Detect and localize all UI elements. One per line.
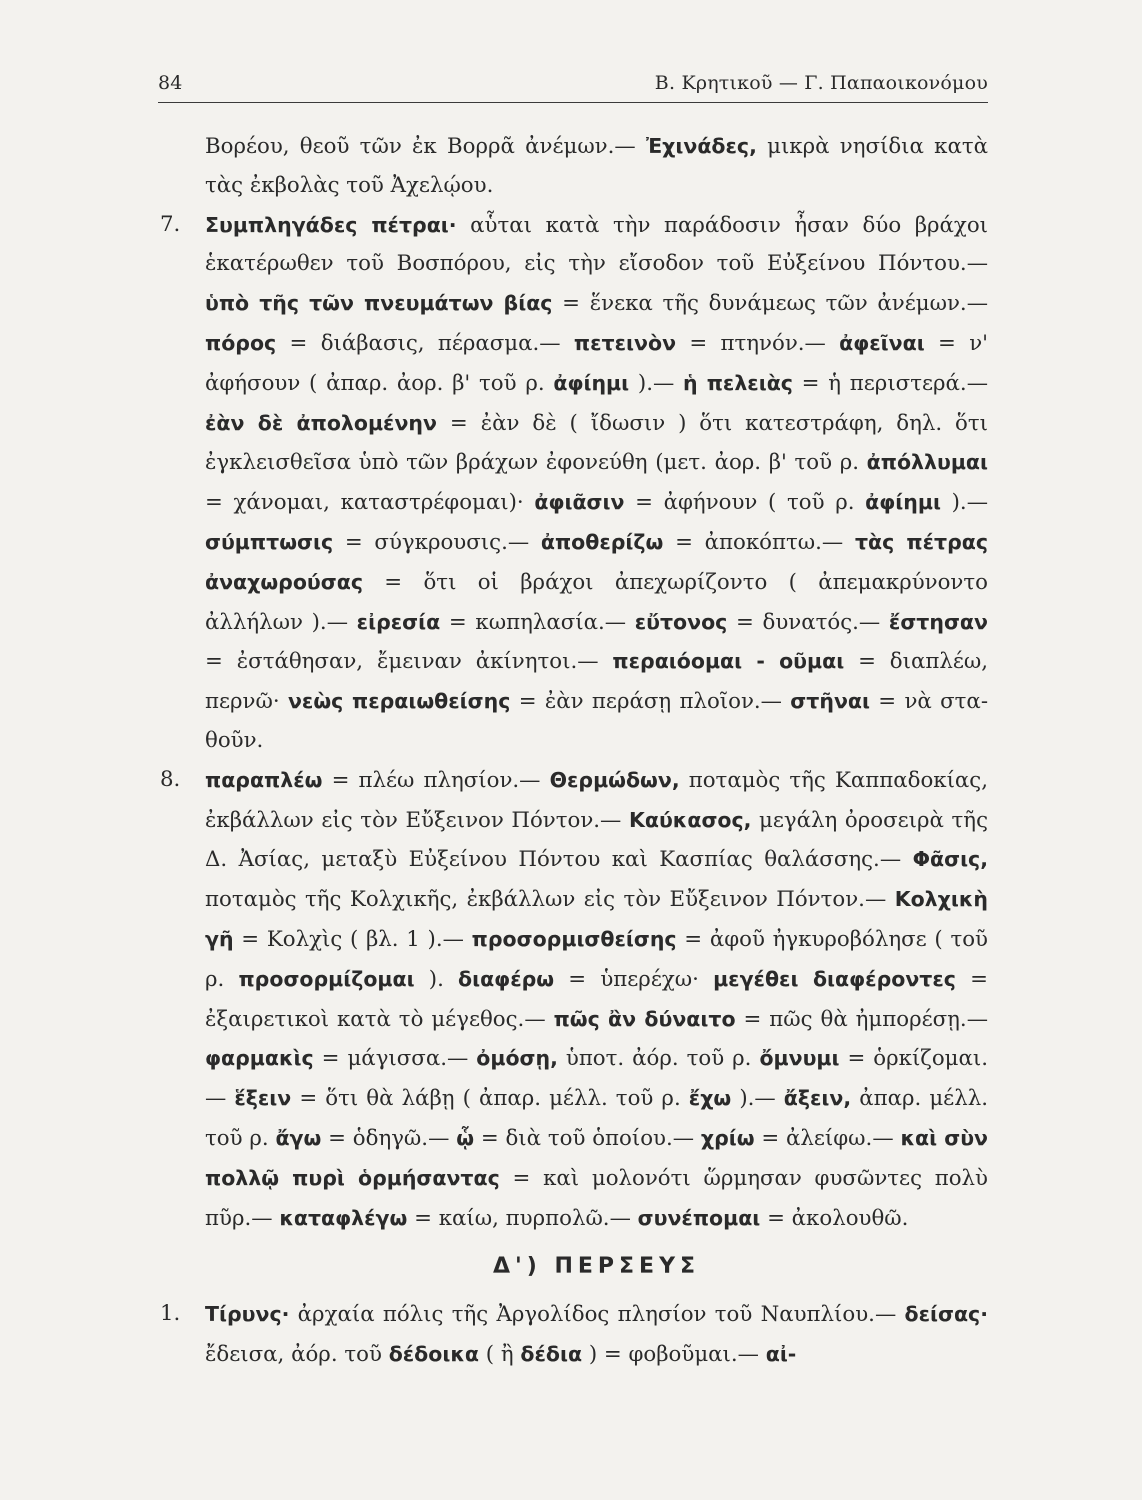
- gloss-text: = νὰ σταθοῦν.: [205, 689, 989, 753]
- lemma-term: Φᾶσις,: [912, 847, 988, 872]
- lemma-term: ἄξειν,: [783, 1086, 852, 1111]
- gloss-text: = διάβασις, πέρασμα.—: [276, 330, 574, 356]
- paragraph-text: [205, 213, 988, 753]
- gloss-text: ).—: [940, 490, 988, 516]
- gloss-text: = καίω, πυρπολῶ.—: [407, 1205, 638, 1231]
- lemma-term: ἡ πελειὰς: [683, 370, 793, 395]
- lemma-term: ἕξειν: [234, 1086, 292, 1111]
- paragraph-text: [205, 1302, 988, 1367]
- lemma-term: τὰς πέτρας ἀναχωρούσας: [205, 529, 988, 594]
- lemma-term: διαφέρω: [458, 966, 555, 991]
- gloss-text: = μάγισσα.—: [313, 1046, 477, 1072]
- lemma-term: ἀφίημι: [865, 490, 941, 515]
- lemma-term: ἄγω: [275, 1125, 322, 1150]
- gloss-text: = ἐστάθησαν, ἔμειναν ἀκίνητοι.—: [205, 649, 613, 675]
- lemma-term: καταφλέγω: [279, 1205, 408, 1230]
- gloss-text: = ἐὰν δὲ ( ἴδωσιν ) ὅτι κατεστράφη, δηλ. ὅτι ἐγκλεισθεῖσα ὑπὸ τῶν βράχων ἐφονεύθη (μετ. ἀορ. β' τοῦ ρ.: [205, 410, 989, 476]
- lemma-term: παραπλέω: [205, 767, 323, 792]
- lemma-term: αἰ-: [765, 1341, 797, 1366]
- gloss-text: = χάνομαι, καταστρέφομαι)·: [205, 490, 535, 516]
- lemma-term: Τίρυνς·: [205, 1302, 290, 1327]
- gloss-text: = ἀκολουθῶ.: [760, 1205, 909, 1231]
- gloss-text: = διαπλέω, περνῶ·: [205, 649, 989, 715]
- gloss-text: = δυνατός.—: [727, 609, 889, 635]
- lemma-term: ὄμνυμι: [759, 1046, 840, 1071]
- entry-number: 8.: [160, 766, 181, 792]
- lemma-term: δείσας·: [904, 1302, 988, 1327]
- gloss-text: = πλέω πλησίον.—: [322, 767, 550, 793]
- gloss-text: Βορέου, θεοῦ τῶν ἐκ Βορρᾶ ἀνέμων.—: [205, 134, 646, 159]
- lemma-term: ὀμόσῃ,: [476, 1046, 558, 1071]
- section-title: Δ') ΠΕΡΣΕΥΣ: [492, 1254, 701, 1280]
- lemma-term: καὶ σὺν πολλῷ πυρὶ ὁρμήσαντας: [205, 1125, 989, 1190]
- gloss-text: = ἐὰν περάσῃ πλοῖον.—: [510, 689, 791, 715]
- gloss-text: = καὶ μολονότι ὥρμησαν φυσῶντες πολὺ πῦρ.—: [205, 1165, 988, 1231]
- gloss-text: = ἀλείφω.—: [754, 1125, 901, 1151]
- gloss-text: = ἡ περιστερά.—: [792, 370, 988, 396]
- lemma-term: εὔτονος: [634, 609, 728, 634]
- lemma-term: ᾧ: [456, 1125, 475, 1150]
- gloss-text: = πτηνόν.—: [676, 330, 840, 356]
- lemma-term: ὑπὸ τῆς τῶν πνευμάτων βίας: [205, 291, 553, 316]
- lemma-term: δέδοικα: [388, 1341, 479, 1366]
- lemma-term: Συμπληγάδες πέτραι·: [205, 212, 457, 237]
- gloss-text: = ἀφήνουν ( τοῦ ρ.: [624, 490, 866, 516]
- paragraph-text: [205, 768, 988, 1231]
- gloss-text: = κωπηλασία.—: [440, 609, 635, 635]
- lemma-term: ἀφεῖναι: [839, 330, 925, 355]
- lemma-term: προσορμίζομαι: [238, 966, 415, 991]
- note-entry-8: [160, 761, 988, 1239]
- gloss-text: ἀπαρ. μέλλ. τοῦ ρ.: [205, 1086, 988, 1151]
- gloss-text: = ἀφοῦ ἠγκυροβόλησε ( τοῦ ρ.: [205, 926, 988, 992]
- lemma-term: Θερμώδων,: [549, 767, 680, 792]
- gloss-text: ).: [414, 966, 459, 992]
- lemma-term: φαρμακὶς: [205, 1046, 314, 1071]
- lemma-term: σύμπτωσις: [205, 529, 334, 554]
- page-header: [158, 70, 988, 103]
- lemma-term: ἀφίημι: [553, 370, 630, 395]
- lemma-term: πετεινὸν: [573, 330, 677, 355]
- lemma-term: Καύκασος,: [628, 807, 752, 832]
- gloss-text: = πῶς θὰ ἠμπορέσῃ.—: [735, 1006, 988, 1032]
- gloss-text: μικρὰ νησίδια κατὰ τὰς ἐκβολὰς τοῦ Ἀχελῴου.: [205, 134, 988, 198]
- lemma-term: Ἐχινάδες,: [645, 134, 757, 158]
- lemma-term: περαιόομαι - οῦμαι: [612, 649, 845, 674]
- gloss-text: = Κολχὶς ( βλ. 1 ).—: [233, 926, 472, 952]
- gloss-text: = ἀποκόπτω.—: [663, 529, 855, 555]
- gloss-text: ἀρχαία πόλις τῆς Ἀργολίδος πλησίον τοῦ Ναυπλίου.—: [289, 1302, 905, 1328]
- gloss-text: μεγάλη ὀροσειρὰ τῆς Δ. Ἀσίας, μεταξὺ Εὐξείνου Πόντου καὶ Κασπίας θαλάσσης.—: [205, 807, 988, 873]
- running-head: Β. Κρητικοῦ — Γ. Παπαοικονόμου: [654, 72, 988, 94]
- lemma-term: ἀπόλλυμαι: [866, 450, 988, 475]
- gloss-text: ποταμὸς τῆς Κολχικῆς, ἐκβάλλων εἰς τὸν Εὔξεινον Πόντον.—: [205, 887, 895, 913]
- gloss-text: ).—: [731, 1086, 784, 1112]
- lemma-term: χρίω: [700, 1125, 755, 1150]
- note-entry-7: [160, 206, 988, 761]
- gloss-text: ( ἢ: [479, 1341, 521, 1367]
- lemma-term: ἔχω: [688, 1086, 732, 1111]
- gloss-text: ποταμὸς τῆς Καππαδοκίας, ἐκβάλλων εἰς τὸν Εὔξεινον Πόντον.—: [205, 767, 988, 833]
- page-number: 84: [158, 72, 183, 94]
- lemma-term: ἀφιᾶσιν: [534, 490, 625, 515]
- lemma-term: πῶς ἂν δύναιτο: [553, 1006, 736, 1031]
- lemma-term: μεγέθει διαφέροντες: [713, 966, 956, 991]
- gloss-text: = ν' ἀφήσουν ( ἀπαρ. ἀορ. β' τοῦ ρ.: [205, 330, 988, 396]
- gloss-text: αὗται κατὰ τὴν παράδοσιν ἦσαν δύο βράχοι ἑκατέρωθεν τοῦ Βοσπόρου, εἰς τὴν εἴσοδον τοῦ Εὐξείνου Πόντου.—: [205, 212, 988, 277]
- gloss-text: = ὑπερέχω·: [554, 966, 714, 992]
- gloss-text: = ὅτι οἱ βράχοι ἀπεχωρίζοντο ( ἀπεμακρύνοντο ἀλλήλων ).—: [205, 569, 988, 635]
- lemma-term: Κολχικὴ γῆ: [205, 887, 988, 951]
- gloss-text: = ἐξαιρετικοὶ κατὰ τὸ μέγεθος.—: [205, 966, 988, 1032]
- gloss-text: = ὁδηγῶ.—: [321, 1125, 457, 1151]
- lemma-term: εἰρεσία: [356, 609, 441, 634]
- gloss-text: = σύγκρουσις.—: [333, 529, 541, 555]
- lemma-term: δέδια: [520, 1341, 583, 1366]
- lemma-term: στῆναι: [790, 689, 870, 714]
- note-entry-1: [160, 1295, 988, 1375]
- gloss-text: ὑποτ. ἀόρ. τοῦ ρ.: [557, 1046, 760, 1072]
- page-body: [160, 127, 988, 1375]
- lemma-term: πόρος: [205, 330, 277, 355]
- entry-number: 7.: [160, 211, 181, 237]
- lemma-term: ἀποθερίζω: [540, 529, 664, 554]
- lemma-term: ἔστησαν: [888, 609, 988, 634]
- continued-paragraph: [160, 127, 988, 206]
- gloss-text: = ὁρκίζομαι.—: [205, 1046, 989, 1112]
- lemma-term: ἐὰν δὲ ἀπολομένην: [205, 410, 437, 435]
- lemma-term: προσορμισθείσης: [471, 926, 677, 951]
- gloss-text: = ὅτι θὰ λάβῃ ( ἀπαρ. μέλλ. τοῦ ρ.: [291, 1086, 689, 1112]
- gloss-text: ).—: [629, 370, 683, 396]
- gloss-text: = διὰ τοῦ ὁποίου.—: [474, 1125, 701, 1151]
- gloss-text: ) = φοβοῦμαι.—: [582, 1341, 766, 1367]
- lemma-term: νεὼς περαιωθείσης: [287, 689, 511, 714]
- entry-number: 1.: [160, 1301, 181, 1327]
- gloss-text: = ἕνεκα τῆς δυνάμεως τῶν ἀνέμων.—: [552, 291, 989, 317]
- lemma-term: συνέπομαι: [637, 1205, 761, 1230]
- paragraph-text: [205, 134, 988, 198]
- gloss-text: ἔδεισα, ἀόρ. τοῦ: [205, 1341, 389, 1367]
